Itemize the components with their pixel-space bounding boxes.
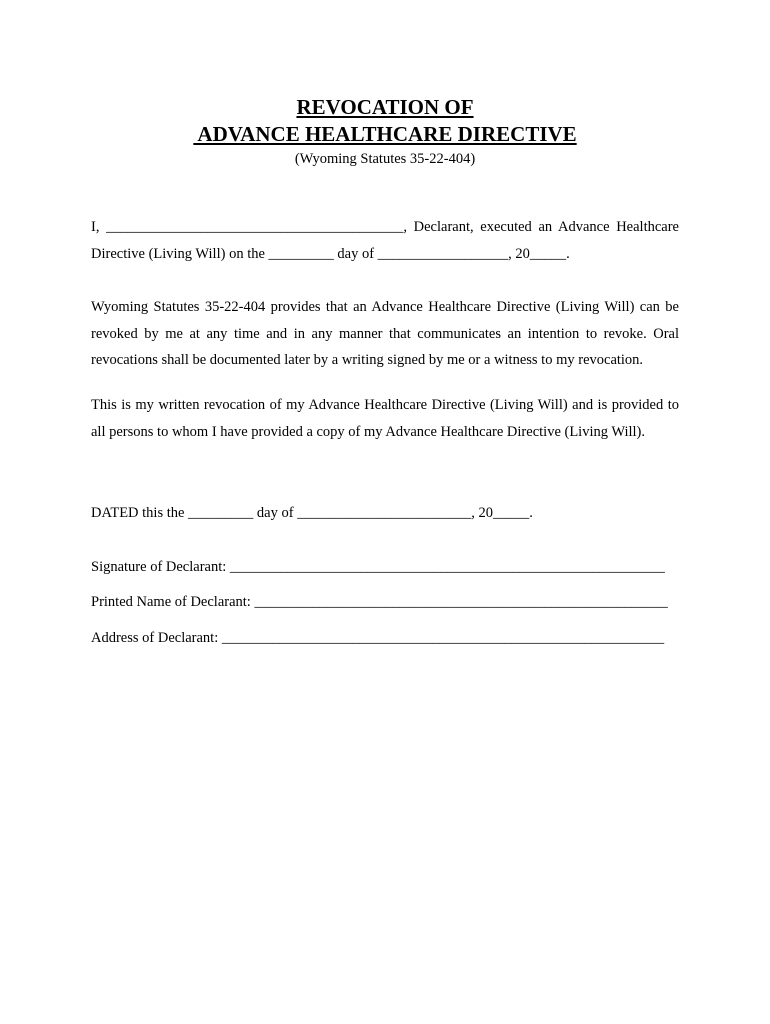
address-line: Address of Declarant: _____________________________________________________________ <box>91 630 665 646</box>
dated-line: DATED this the _________ day of ________________________, 20_____. <box>91 505 533 521</box>
document-title-line-2: ADVANCE HEALTHCARE DIRECTIVE <box>193 122 577 146</box>
declarant-paragraph: I, _________________________________________, Declarant, executed an Advance Healthcare Directive (Living Will) on the _________ day of __________________, 20_____. <box>91 219 679 262</box>
signature-line: Signature of Declarant: ____________________________________________________________ <box>91 559 665 575</box>
title-block <box>0 94 770 170</box>
statute-reference: (Wyoming Statutes 35-22-404) <box>294 151 476 167</box>
revocation-paragraph: This is my written revocation of my Advance Healthcare Directive (Living Will) and is provided to all persons to whom I have provided a copy of my Advance Healthcare Directive (Living Will). <box>91 397 679 440</box>
printed-name-line: Printed Name of Declarant: _________________________________________________________ <box>91 594 668 610</box>
document-title-line-1: REVOCATION OF <box>296 95 474 119</box>
statute-paragraph: Wyoming Statutes 35-22-404 provides that an Advance Healthcare Directive (Living Will) can be revoked by me at any time and in any manner that communicates an intention to revoke. Oral revocations shall be documented later by a writing signed by me or a witness to my revocation. <box>91 299 679 368</box>
